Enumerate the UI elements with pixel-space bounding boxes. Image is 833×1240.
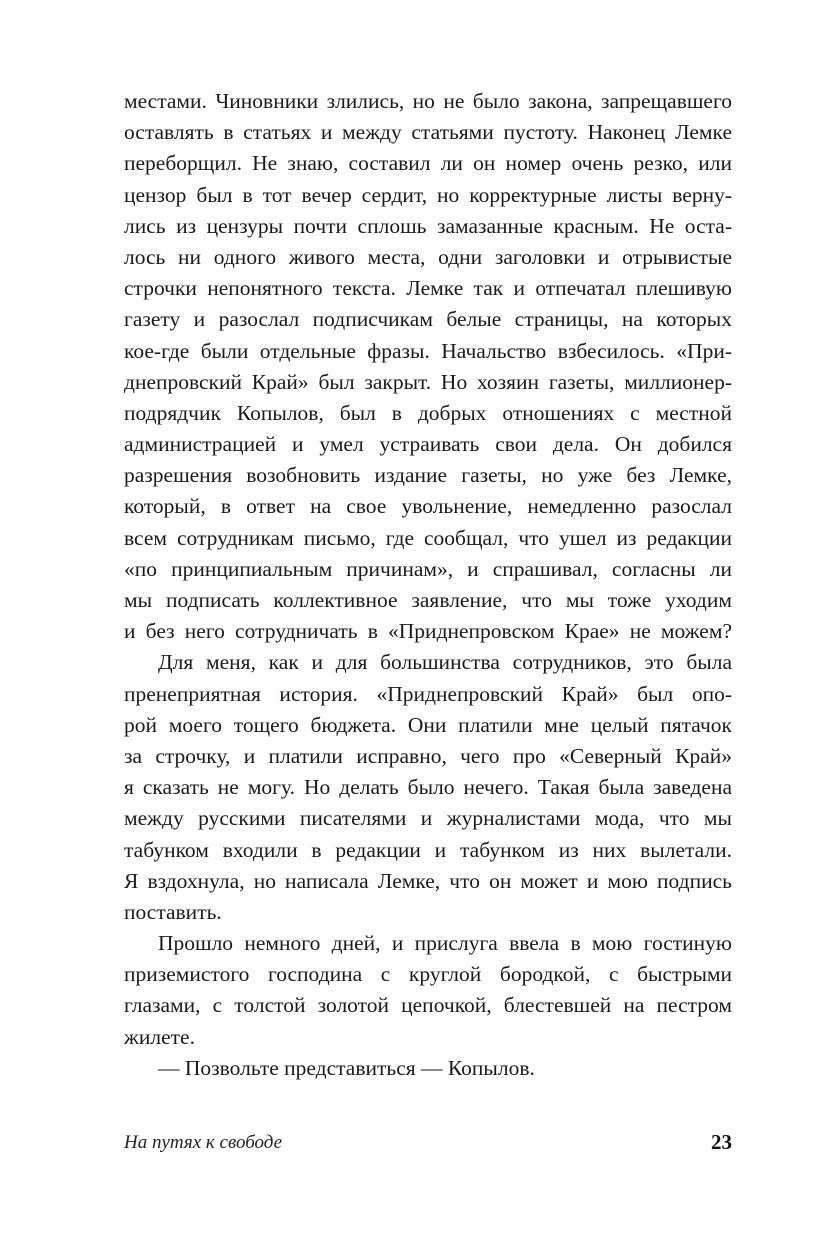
text-line: всем сотрудникам письмо, где сообщал, что ушел из редакции [124,525,732,550]
text-line: администрацией и умел устраивать свои дела. Он добился [124,432,732,457]
text-line: Прошло немного дней, и прислуга ввела в мою гостиную [158,931,732,956]
text-line: лось ни одного живого места, одни заголовки и отрывистые [124,244,732,269]
running-title: На путях к свободе [124,1132,283,1153]
text-line: днепровский Край» был закрыт. Но хозяин газеты, миллионер- [124,369,732,394]
text-line: рой моего тощего бюджета. Они платили мне целый пятачок [124,712,732,737]
text-line: местами. Чиновники злились, но не было закона, запрещавшего [124,89,732,113]
text-line: который, в ответ на свое увольнение, немедленно разослал [124,494,732,519]
text-line: между русскими писателями и журналистами мода, что мы [124,806,732,831]
page-number: 23 [711,1130,732,1154]
text-line: подрядчик Копылов, был в добрых отношениях с местной [124,400,732,425]
text-line: цензор был в тот вечер сердит, но корректурные листы верну- [124,182,732,207]
text-line: строчки непонятного текста. Лемке так и отпечатал плешивую [124,276,732,301]
text-line: лись из цензуры почти сплошь замазанные красным. Не оста- [124,213,732,238]
text-line: поставить. [124,899,222,924]
text-line: пренеприятная история. «Приднепровский Край» был опо- [124,681,732,706]
text-line: оставлять в статьях и между статьями пустоту. Наконец Лемке [124,120,732,145]
text-line: за строчку, и платили исправно, чего про «Северный Край» [124,743,732,768]
text-line: кое-где были отдельные фразы. Начальство взбесилось. «При- [124,338,732,363]
text-line: глазами, с толстой золотой цепочкой, блестевшей на пестром [124,993,732,1018]
text-line: и без него сотрудничать в «Приднепровском Крае» не можем? [124,619,732,644]
text-line: газету и разослал подписчикам белые страницы, на которых [124,307,732,332]
text-line: — Позвольте представиться — Копылов. [158,1055,535,1080]
text-line: жилете. [124,1024,195,1049]
text-line: переборщил. Не знаю, составил ли он номер очень резко, или [124,151,732,176]
text-line: Для меня, как и для большинства сотрудников, это была [158,650,732,675]
text-line: приземистого господина с круглой бородкой, с быстрыми [124,962,732,987]
text-line: я сказать не могу. Но делать было нечего. Такая была заведена [124,775,732,800]
text-line: Я вздохнула, но написала Лемке, что он может и мою подпись [124,868,732,893]
body-text [124,86,732,1084]
text-line: мы подписать коллективное заявление, что мы тоже уходим [124,588,732,612]
text-line: «по принципиальным причинам», и спрашивал, согласны ли [124,556,732,581]
text-line: табунком входили в редакции и табунком из них вылетали. [124,837,732,862]
text-line: разрешения возобновить издание газеты, но уже без Лемке, [124,463,732,488]
